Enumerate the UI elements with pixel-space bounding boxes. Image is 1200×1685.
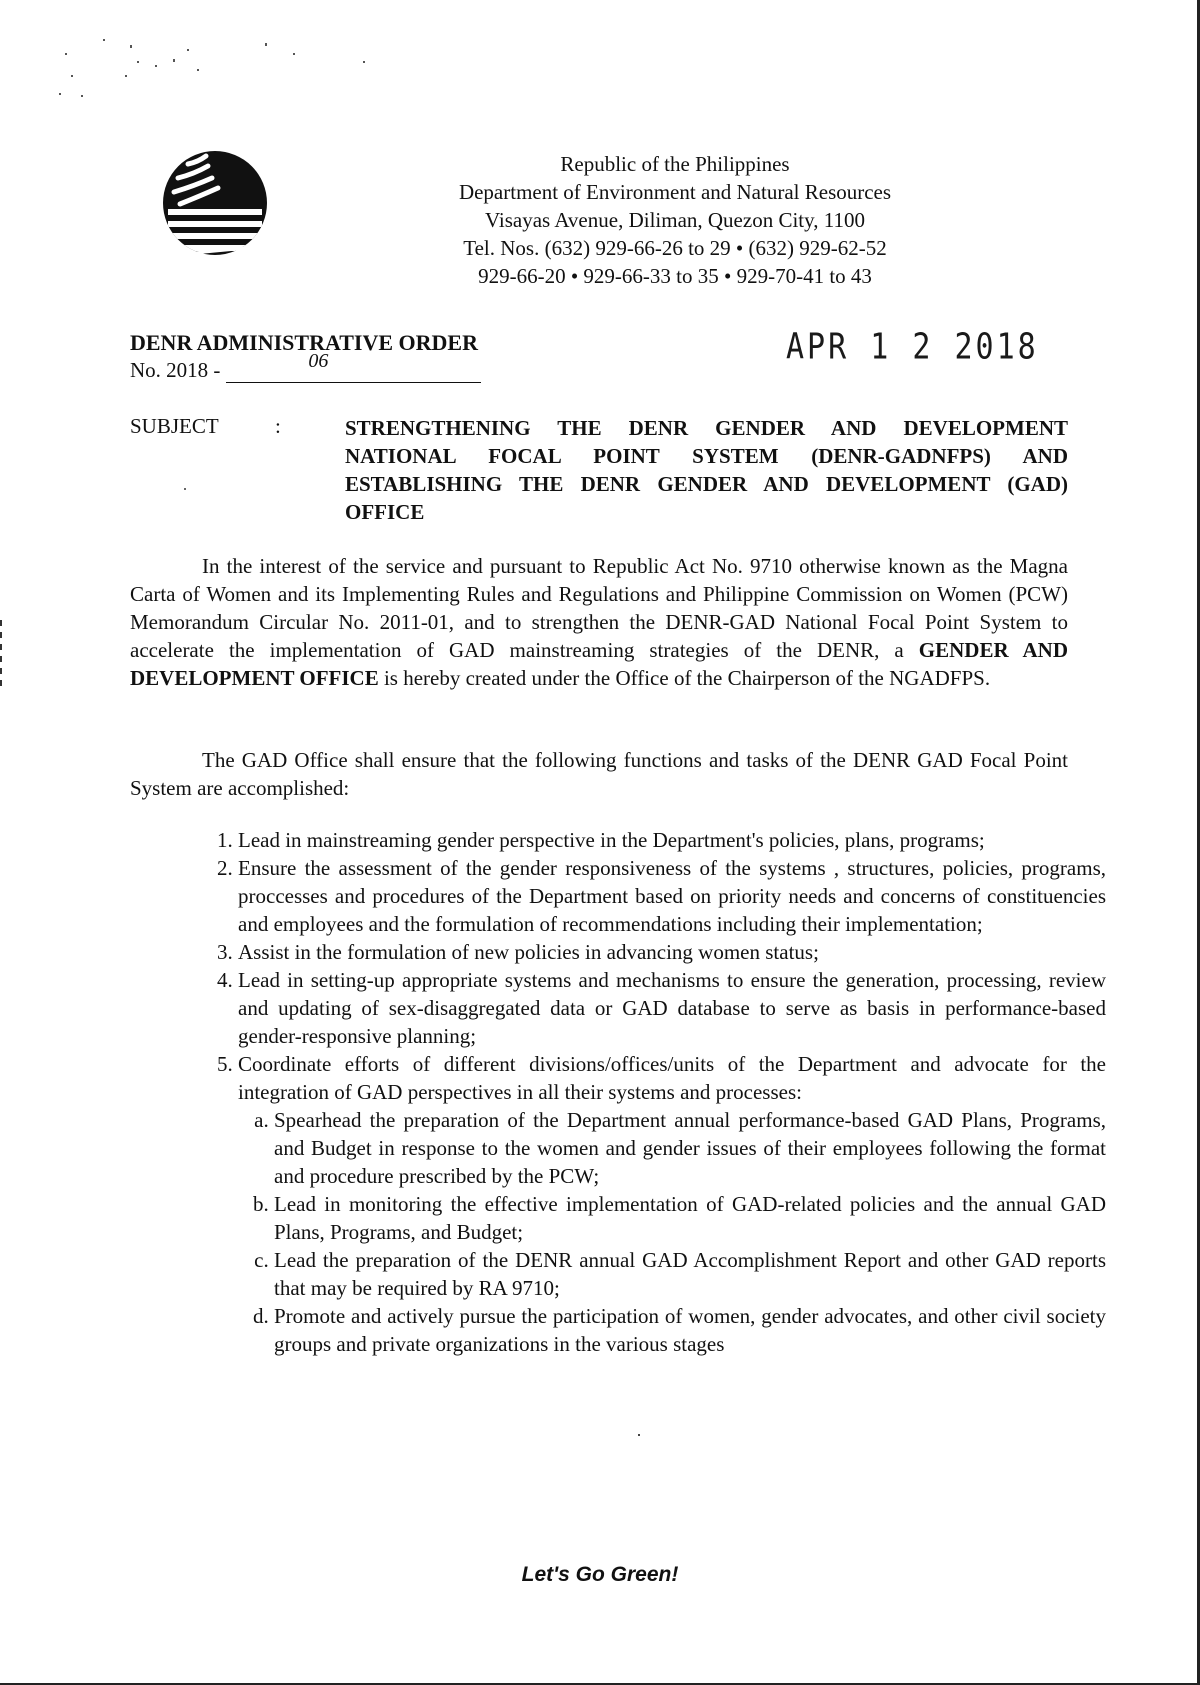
subject-colon: : (275, 414, 281, 438)
list-item: 3. Assist in the formulation of new policies in advancing women status; (238, 938, 1106, 966)
list-item: a. Spearhead the preparation of the Department annual performance-based GAD Plans, Programs, and Budget in response to the women and gender issues of their employees following the format and procedure prescribed by the PCW; (274, 1106, 1106, 1190)
order-number-label: No. 2018 - (130, 358, 221, 382)
footer-slogan: Let's Go Green! (521, 1563, 679, 1586)
order-number-line (226, 350, 481, 383)
scan-dot (638, 1434, 640, 1436)
letterhead-tel-2: 929-66-20 • 929-66-33 to 35 • 929-70-41 to 43 (478, 264, 872, 288)
sub-functions-list (238, 1106, 1106, 1358)
scan-dot (184, 488, 186, 490)
list-item-text: Coordinate efforts of different divisions/offices/units of the Department and advocate for the integration of GAD perspectives in all their systems and processes: (238, 1052, 1106, 1104)
letterhead-republic: Republic of the Philippines (560, 152, 790, 176)
order-number-value: 06 (308, 350, 329, 372)
paragraph-intro-bold: GENDER AND DEVELOPMENT OFFICE (130, 638, 1069, 690)
scan-edge-mark (0, 620, 2, 690)
paragraph-functions-intro: The GAD Office shall ensure that the following functions and tasks of the DENR GAD Focal Point System are accomplished: (130, 748, 1068, 800)
paragraph-intro-end: is hereby created under the Office of the Chairperson of the NGADFPS. (383, 666, 991, 690)
list-item: 2. Ensure the assessment of the gender responsiveness of the systems , structures, policies, programs, proccesses and procedures of the Department based on priority needs and concerns of constituencies and employees and the formulation of recommendations including their implementation; (238, 854, 1106, 938)
list-item: b. Lead in monitoring the effective implementation of GAD-related policies and the annual GAD Plans, Programs, and Budget; (274, 1190, 1106, 1246)
denr-logo (160, 148, 270, 258)
list-item: c. Lead the preparation of the DENR annual GAD Accomplishment Report and other GAD reports that may be required by RA 9710; (274, 1246, 1106, 1302)
functions-list (200, 826, 1106, 1358)
letterhead-tel-1: Tel. Nos. (632) 929-66-26 to 29 • (632) 929-62-52 (463, 236, 887, 260)
subject-text: STRENGTHENING THE DENR GENDER AND DEVELOPMENT NATIONAL FOCAL POINT SYSTEM (DENR-GADNFPS) AND ESTABLISHING THE DENR GENDER AND DEVELOPMENT (GAD) OFFICE (345, 416, 1068, 524)
letterhead-department: Department of Environment and Natural Resources (458, 180, 892, 204)
list-item: d. Promote and actively pursue the participation of women, gender advocates, and other civil society groups and private organizations in the various stages (274, 1302, 1106, 1358)
list-item (238, 1050, 1106, 1358)
letterhead-address: Visayas Avenue, Diliman, Quezon City, 1100 (485, 208, 865, 232)
subject-label: SUBJECT (130, 414, 219, 438)
list-item: 1. Lead in mainstreaming gender perspective in the Department's policies, plans, programs; (238, 826, 1106, 854)
paragraph-intro (130, 552, 1068, 692)
scan-specks (55, 35, 405, 105)
order-number (130, 350, 481, 383)
letterhead (360, 150, 990, 290)
paragraph-intro-start: In the interest of the service and pursuant to Republic Act No. 9710 otherwise known as the Magna Carta of Women and its Implementing Rules and Regulations and Philippine Commission on Women (PCW) Memorandum Circular No. 2011-01, and to strengthen the DENR-GAD National Focal Point System to accelerate the implementation of GAD mainstreaming strategies of the DENR, a (130, 554, 1068, 662)
list-item: 4. Lead in setting-up appropriate systems and mechanisms to ensure the generation, processing, review and updating of sex-disaggregated data or GAD database to serve as basis in performance-based gender-responsive planning; (238, 966, 1106, 1050)
order-title: DENR ADMINISTRATIVE ORDER (130, 330, 478, 355)
date-stamp: APR 1 2 2018 (786, 326, 1039, 368)
